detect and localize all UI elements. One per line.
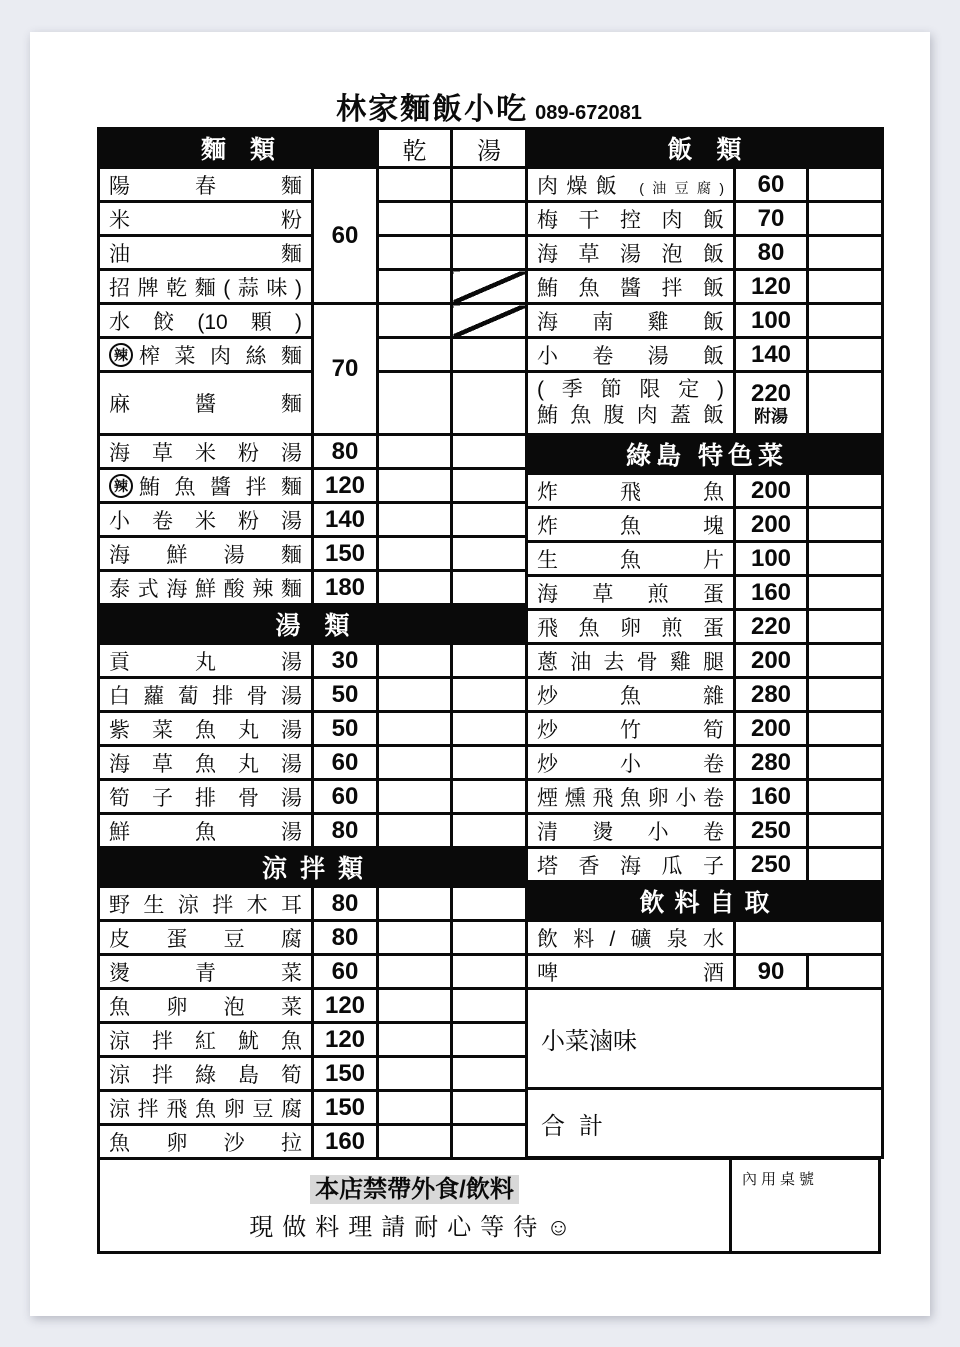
order-cell-soup xyxy=(452,1091,527,1125)
order-cell-soup xyxy=(452,1023,527,1057)
item-price: 80 xyxy=(313,435,378,469)
order-cell-soup xyxy=(452,780,527,814)
item-name: 飛魚卵煎蛋 xyxy=(527,610,735,644)
item-name-cell xyxy=(99,338,313,372)
order-cell-dry xyxy=(378,372,452,435)
header-row-soups xyxy=(99,605,527,644)
item-price: 150 xyxy=(313,1091,378,1125)
section-header-drinks: 飲料自取 xyxy=(527,882,883,921)
order-cell xyxy=(808,644,883,678)
footer-row xyxy=(97,1157,881,1254)
item-name: 梅干控肉飯 xyxy=(527,202,735,236)
item-price: 280 xyxy=(735,746,808,780)
menu-item-row xyxy=(99,921,527,955)
order-cell xyxy=(808,338,883,372)
order-cell-dry xyxy=(378,503,452,537)
item-name: 海草煎蛋 xyxy=(527,576,735,610)
order-cell-soup xyxy=(452,1125,527,1159)
menu-item-row xyxy=(99,814,527,848)
order-cell xyxy=(808,848,883,882)
item-name: 鮪魚醬拌麵 xyxy=(139,475,302,499)
menu-item-row xyxy=(99,435,527,469)
section-header-cold: 涼拌類 xyxy=(99,848,527,887)
order-cell-soup xyxy=(452,887,527,921)
item-name: 涼拌紅魷魚 xyxy=(99,1023,313,1057)
item-name: 麻醬麵 xyxy=(99,372,313,435)
item-name: 清燙小卷 xyxy=(527,814,735,848)
section-header-island: 綠島 特色菜 xyxy=(527,435,883,474)
order-cell-soup xyxy=(452,746,527,780)
menu-item-row xyxy=(99,304,527,338)
item-price: 200 xyxy=(735,474,808,508)
item-name: 白蘿蔔排骨湯 xyxy=(99,678,313,712)
order-cell-dry xyxy=(378,1125,452,1159)
item-price: 200 xyxy=(735,644,808,678)
total-row xyxy=(527,1089,883,1158)
order-cell-dry xyxy=(378,236,452,270)
order-cell-dry xyxy=(378,202,452,236)
item-price: 220 xyxy=(735,610,808,644)
table-number-label: 內用桌號 xyxy=(742,1171,819,1188)
order-cell-dry xyxy=(378,304,452,338)
menu-item-row xyxy=(99,887,527,921)
order-cell-soup xyxy=(452,338,527,372)
item-name: 塔香海瓜子 xyxy=(527,848,735,882)
menu-item-row xyxy=(527,955,883,989)
item-price: 150 xyxy=(313,537,378,571)
menu-item-row xyxy=(99,712,527,746)
group-price: 70 xyxy=(313,304,378,435)
item-name: 陽春麵 xyxy=(99,168,313,202)
menu-item-row xyxy=(527,746,883,780)
menu-item-row xyxy=(99,955,527,989)
order-cell-soup xyxy=(452,644,527,678)
menu-item-row xyxy=(527,712,883,746)
item-name-cell xyxy=(527,372,735,435)
menu-item-row xyxy=(527,814,883,848)
menu-item-row xyxy=(99,780,527,814)
item-price: 180 xyxy=(313,571,378,605)
item-name: 魚卵沙拉 xyxy=(99,1125,313,1159)
order-cell xyxy=(808,270,883,304)
menu-item-row xyxy=(527,678,883,712)
order-cell-dry xyxy=(378,435,452,469)
menu-item-row xyxy=(99,989,527,1023)
item-name: 燙青菜 xyxy=(99,955,313,989)
order-cell xyxy=(808,814,883,848)
item-name: 啤酒 xyxy=(527,955,735,989)
order-cell xyxy=(808,372,883,435)
item-price: 220 xyxy=(750,379,792,407)
item-price: 250 xyxy=(735,848,808,882)
order-cell-soup xyxy=(452,814,527,848)
order-cell-dry xyxy=(378,338,452,372)
side-dishes-row xyxy=(527,989,883,1089)
order-cell-dry xyxy=(378,712,452,746)
order-cell-dry xyxy=(378,1057,452,1091)
menu-paper xyxy=(30,32,930,1316)
item-price: 80 xyxy=(313,921,378,955)
order-cell-dry xyxy=(378,1023,452,1057)
item-price: 250 xyxy=(735,814,808,848)
item-price-cell xyxy=(735,372,808,435)
order-cell-soup xyxy=(452,202,527,236)
order-cell xyxy=(808,955,883,989)
order-cell xyxy=(808,780,883,814)
footer-notes xyxy=(100,1160,729,1251)
menu-grid xyxy=(97,127,881,1254)
menu-item-row xyxy=(99,168,527,202)
header-row-rice xyxy=(527,129,883,168)
menu-item-row xyxy=(527,202,883,236)
order-cell-unavailable xyxy=(452,270,527,304)
order-cell xyxy=(808,542,883,576)
order-cell-soup xyxy=(452,537,527,571)
menu-item-row xyxy=(527,270,883,304)
order-cell-dry xyxy=(378,678,452,712)
item-name-line1: (季節限定) xyxy=(537,377,725,401)
item-name-cell xyxy=(527,168,735,202)
item-name-note: (油豆腐) xyxy=(639,179,725,196)
side-dishes-cell: 小菜滷味 xyxy=(527,989,883,1089)
item-name: 炒魚雜 xyxy=(527,678,735,712)
item-name: 紫菜魚丸湯 xyxy=(99,712,313,746)
item-price-note: 附湯 xyxy=(754,406,789,426)
order-cell-dry xyxy=(378,989,452,1023)
item-name: 魚卵泡菜 xyxy=(99,989,313,1023)
item-price: 50 xyxy=(313,712,378,746)
restaurant-name: 林家麵飯小吃 xyxy=(336,93,529,126)
menu-item-row xyxy=(99,503,527,537)
item-name: 筍子排骨湯 xyxy=(99,780,313,814)
order-cell-dry xyxy=(378,644,452,678)
menu-item-row xyxy=(527,780,883,814)
order-cell-dry xyxy=(378,746,452,780)
order-cell-soup xyxy=(452,955,527,989)
menu-item-row xyxy=(99,1091,527,1125)
item-price: 140 xyxy=(313,503,378,537)
item-price: 70 xyxy=(735,202,808,236)
item-price: 50 xyxy=(313,678,378,712)
order-cell xyxy=(808,576,883,610)
group-price: 60 xyxy=(313,168,378,304)
item-price: 60 xyxy=(735,168,808,202)
menu-item-row xyxy=(527,644,883,678)
item-name: 海草魚丸湯 xyxy=(99,746,313,780)
order-cell-dry xyxy=(378,270,452,304)
column-header-dry: 乾 xyxy=(378,129,452,168)
item-price: 60 xyxy=(313,955,378,989)
menu-item-row xyxy=(99,678,527,712)
order-cell-soup xyxy=(452,168,527,202)
item-name: 生魚片 xyxy=(527,542,735,576)
no-outside-food-notice: 本店禁帶外食/飲料 xyxy=(310,1175,519,1204)
menu-item-row xyxy=(99,571,527,605)
item-name: 小卷湯飯 xyxy=(527,338,735,372)
menu-item-row xyxy=(527,542,883,576)
item-price: 200 xyxy=(735,712,808,746)
patience-note: 現做料理請耐心等待☺ xyxy=(249,1214,580,1241)
header-row-island xyxy=(527,435,883,474)
order-cell xyxy=(808,610,883,644)
order-cell-soup xyxy=(452,678,527,712)
order-cell-dry xyxy=(378,168,452,202)
item-name: 鮪魚醬拌飯 xyxy=(527,270,735,304)
item-price: 80 xyxy=(735,236,808,270)
item-name: 野生涼拌木耳 xyxy=(99,887,313,921)
menu-item-row xyxy=(527,474,883,508)
item-name: 海鮮湯麵 xyxy=(99,537,313,571)
item-price: 120 xyxy=(313,469,378,503)
item-name: 水餃(10顆) xyxy=(99,304,313,338)
item-price: 80 xyxy=(313,887,378,921)
order-cell-soup xyxy=(452,989,527,1023)
order-cell-soup xyxy=(452,236,527,270)
item-name: 油麵 xyxy=(99,236,313,270)
order-cell-dry xyxy=(378,469,452,503)
menu-item-row xyxy=(99,1023,527,1057)
total-cell: 合計 xyxy=(527,1089,883,1158)
order-cell-dry xyxy=(378,780,452,814)
order-cell-soup xyxy=(452,571,527,605)
menu-item-row xyxy=(99,746,527,780)
order-cell-soup xyxy=(452,469,527,503)
item-price: 90 xyxy=(735,955,808,989)
menu-item-row xyxy=(527,372,883,435)
item-price: 140 xyxy=(735,338,808,372)
order-cell xyxy=(808,304,883,338)
order-cell-dry xyxy=(378,887,452,921)
menu-item-row xyxy=(99,644,527,678)
spicy-icon: 辣 xyxy=(109,343,133,367)
item-name: 米粉 xyxy=(99,202,313,236)
order-cell-unavailable xyxy=(452,304,527,338)
header-row-drinks xyxy=(527,882,883,921)
item-price: 60 xyxy=(313,746,378,780)
item-name: 海草湯泡飯 xyxy=(527,236,735,270)
item-name: 海草米粉湯 xyxy=(99,435,313,469)
item-name: 蔥油去骨雞腿 xyxy=(527,644,735,678)
item-name-cell xyxy=(99,469,313,503)
menu-item-row xyxy=(527,508,883,542)
order-cell xyxy=(808,712,883,746)
order-cell-soup xyxy=(452,435,527,469)
item-price: 120 xyxy=(735,270,808,304)
item-price: 30 xyxy=(313,644,378,678)
order-cell-dry xyxy=(378,537,452,571)
menu-item-row xyxy=(527,921,883,955)
noodle-menu-table xyxy=(97,127,528,1160)
order-cell xyxy=(808,236,883,270)
item-name: 肉燥飯 xyxy=(537,174,626,198)
column-header-soup: 湯 xyxy=(452,129,527,168)
order-cell xyxy=(808,678,883,712)
order-cell-soup xyxy=(452,372,527,435)
menu-item-row xyxy=(527,236,883,270)
item-name: 煙燻飛魚卵小卷 xyxy=(527,780,735,814)
item-name: 炒小卷 xyxy=(527,746,735,780)
page-title xyxy=(97,84,881,128)
menu-item-row xyxy=(527,168,883,202)
order-cell-dry xyxy=(378,814,452,848)
spicy-icon: 辣 xyxy=(109,474,133,498)
menu-item-row xyxy=(99,469,527,503)
item-price: 120 xyxy=(313,1023,378,1057)
item-price: 160 xyxy=(313,1125,378,1159)
order-cell xyxy=(808,746,883,780)
order-cell-dry xyxy=(378,921,452,955)
item-name: 飲料/礦泉水 xyxy=(527,921,735,955)
phone-number: 089-672081 xyxy=(535,102,642,124)
item-name: 涼拌飛魚卵豆腐 xyxy=(99,1091,313,1125)
order-cell-soup xyxy=(452,921,527,955)
order-cell xyxy=(808,202,883,236)
item-price: 80 xyxy=(313,814,378,848)
item-price: 100 xyxy=(735,542,808,576)
section-header-soups: 湯類 xyxy=(99,605,527,644)
menu-item-row xyxy=(527,848,883,882)
order-cell-dry xyxy=(378,955,452,989)
rice-menu-table xyxy=(525,127,884,1159)
item-name: 鮮魚湯 xyxy=(99,814,313,848)
item-name: 榨菜肉絲麵 xyxy=(139,344,302,368)
order-cell-soup xyxy=(452,503,527,537)
order-cell-dry xyxy=(378,1091,452,1125)
item-price: 200 xyxy=(735,508,808,542)
menu-item-row xyxy=(99,537,527,571)
item-name: 招牌乾麵(蒜味) xyxy=(99,270,313,304)
header-row-noodles xyxy=(99,129,527,168)
item-name: 炒竹筍 xyxy=(527,712,735,746)
order-cell xyxy=(808,168,883,202)
order-cell-soup xyxy=(452,712,527,746)
item-price: 280 xyxy=(735,678,808,712)
order-cell xyxy=(808,508,883,542)
item-name: 涼拌綠島筍 xyxy=(99,1057,313,1091)
item-price: 150 xyxy=(313,1057,378,1091)
item-price: 120 xyxy=(313,989,378,1023)
menu-item-row xyxy=(527,338,883,372)
item-name: 皮蛋豆腐 xyxy=(99,921,313,955)
menu-item-row xyxy=(527,576,883,610)
order-cell-wide xyxy=(735,921,883,955)
item-name-line2: 鮪魚腹肉蓋飯 xyxy=(537,404,725,427)
item-name: 小卷米粉湯 xyxy=(99,503,313,537)
order-cell xyxy=(808,474,883,508)
order-cell-soup xyxy=(452,1057,527,1091)
order-cell-dry xyxy=(378,571,452,605)
section-header-rice: 飯類 xyxy=(527,129,883,168)
item-name: 泰式海鮮酸辣麵 xyxy=(99,571,313,605)
item-price: 60 xyxy=(313,780,378,814)
table-number-box xyxy=(729,1160,878,1251)
item-price: 160 xyxy=(735,780,808,814)
header-row-cold xyxy=(99,848,527,887)
item-name: 貢丸湯 xyxy=(99,644,313,678)
menu-item-row xyxy=(527,610,883,644)
menu-item-row xyxy=(99,1057,527,1091)
menu-item-row xyxy=(99,1125,527,1159)
item-price: 100 xyxy=(735,304,808,338)
item-name: 炸魚塊 xyxy=(527,508,735,542)
item-name: 海南雞飯 xyxy=(527,304,735,338)
item-name: 炸飛魚 xyxy=(527,474,735,508)
section-header-noodles: 麵類 xyxy=(99,129,378,168)
menu-item-row xyxy=(527,304,883,338)
item-price: 160 xyxy=(735,576,808,610)
